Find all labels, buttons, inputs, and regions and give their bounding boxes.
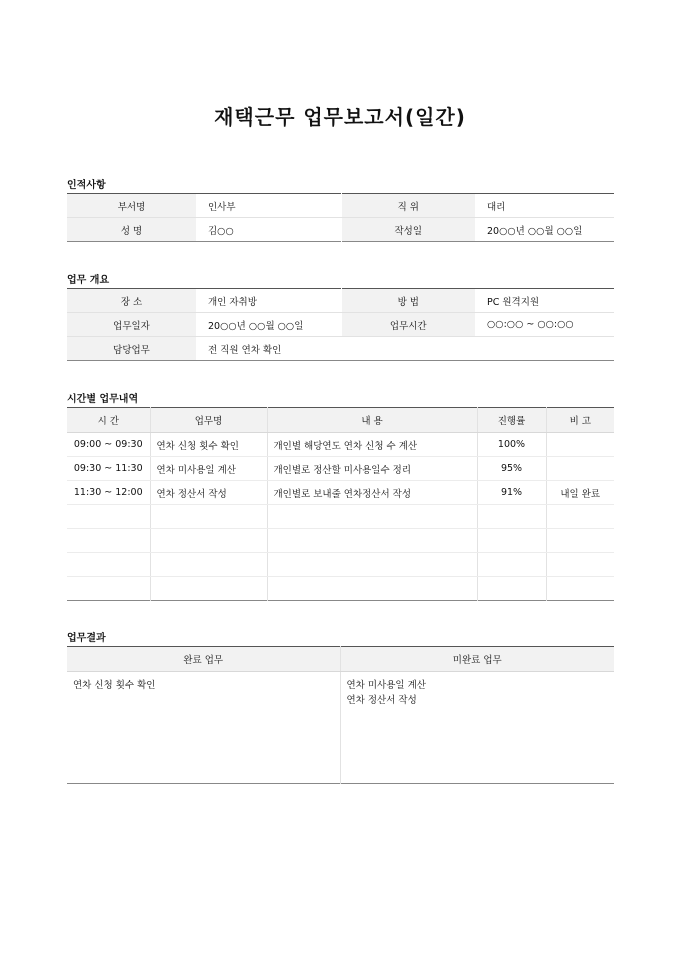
label-work-date: 업무일자 <box>67 313 196 337</box>
label-duty: 담당업무 <box>67 337 196 361</box>
table-row-empty <box>67 529 614 553</box>
page-title: 재택근무 업무보고서(일간) <box>214 105 466 129</box>
value-name: 김○○ <box>208 225 234 237</box>
table-header-row <box>67 647 614 672</box>
cell-note <box>546 457 614 481</box>
table-row <box>67 433 614 457</box>
cell-task: 연차 정산서 작성 <box>150 481 267 505</box>
label-work-hours: 업무시간 <box>341 313 475 337</box>
value-written-date: 20○○년 ○○월 ○○일 <box>487 225 583 237</box>
value-department: 인사부 <box>196 194 341 218</box>
section-label-schedule: 시간별 업무내역 <box>67 394 139 405</box>
cell-progress: 91% <box>477 481 546 505</box>
cell-content: 개인별로 보내줄 연차정산서 작성 <box>267 481 477 505</box>
cell-time: 09:30 ~ 11:30 <box>67 457 150 481</box>
table-row <box>67 218 614 242</box>
list-item: 연차 미사용일 계산 <box>346 680 426 691</box>
cell-task: 연차 미사용일 계산 <box>150 457 267 481</box>
table-row <box>67 457 614 481</box>
schedule-table <box>67 407 614 601</box>
done-list <box>67 672 340 784</box>
header-progress: 진행률 <box>477 408 546 433</box>
table-row <box>67 194 614 218</box>
list-item: 연차 정산서 작성 <box>346 695 417 706</box>
table-row-empty <box>67 505 614 529</box>
header-time: 시 간 <box>67 408 150 433</box>
section-label-personal: 인적사항 <box>67 180 106 191</box>
table-row-empty <box>67 553 614 577</box>
table-row <box>67 337 614 361</box>
table-row <box>67 313 614 337</box>
header-content: 내 용 <box>267 408 477 433</box>
label-method: 방 법 <box>341 289 475 313</box>
table-row <box>67 481 614 505</box>
cell-progress: 100% <box>477 433 546 457</box>
label-department: 부서명 <box>67 194 196 218</box>
label-written-date: 작성일 <box>341 218 475 242</box>
table-row <box>67 289 614 313</box>
cell-progress: 95% <box>477 457 546 481</box>
value-work-hours: ○○:○○ ~ ○○:○○ <box>475 313 614 337</box>
header-note: 비 고 <box>546 408 614 433</box>
value-place: 개인 자취방 <box>196 289 341 313</box>
work-overview-table <box>67 288 614 361</box>
header-pending: 미완료 업무 <box>340 647 614 672</box>
cell-content: 개인별로 정산할 미사용일수 정리 <box>267 457 477 481</box>
header-done: 완료 업무 <box>67 647 340 672</box>
list-item: 연차 신청 횟수 확인 <box>73 680 156 691</box>
value-method: PC 원격지원 <box>475 289 614 313</box>
header-task: 업무명 <box>150 408 267 433</box>
table-row <box>67 672 614 784</box>
pending-list <box>340 672 614 784</box>
value-position: 대리 <box>475 194 614 218</box>
cell-time: 09:00 ~ 09:30 <box>67 433 150 457</box>
cell-task: 연차 신청 횟수 확인 <box>150 433 267 457</box>
label-place: 장 소 <box>67 289 196 313</box>
cell-note <box>546 433 614 457</box>
table-row-empty <box>67 577 614 601</box>
cell-note: 내일 완료 <box>546 481 614 505</box>
label-position: 직 위 <box>341 194 475 218</box>
cell-time: 11:30 ~ 12:00 <box>67 481 150 505</box>
label-name: 성 명 <box>67 218 196 242</box>
table-header-row <box>67 408 614 433</box>
personal-info-table <box>67 193 614 242</box>
value-duty: 전 직원 연차 확인 <box>208 344 282 356</box>
cell-content: 개인별 해당연도 연차 신청 수 계산 <box>267 433 477 457</box>
results-table <box>67 646 614 784</box>
section-label-results: 업무결과 <box>67 633 106 644</box>
value-work-date: 20○○년 ○○월 ○○일 <box>196 313 341 337</box>
section-label-overview: 업무 개요 <box>67 275 110 286</box>
